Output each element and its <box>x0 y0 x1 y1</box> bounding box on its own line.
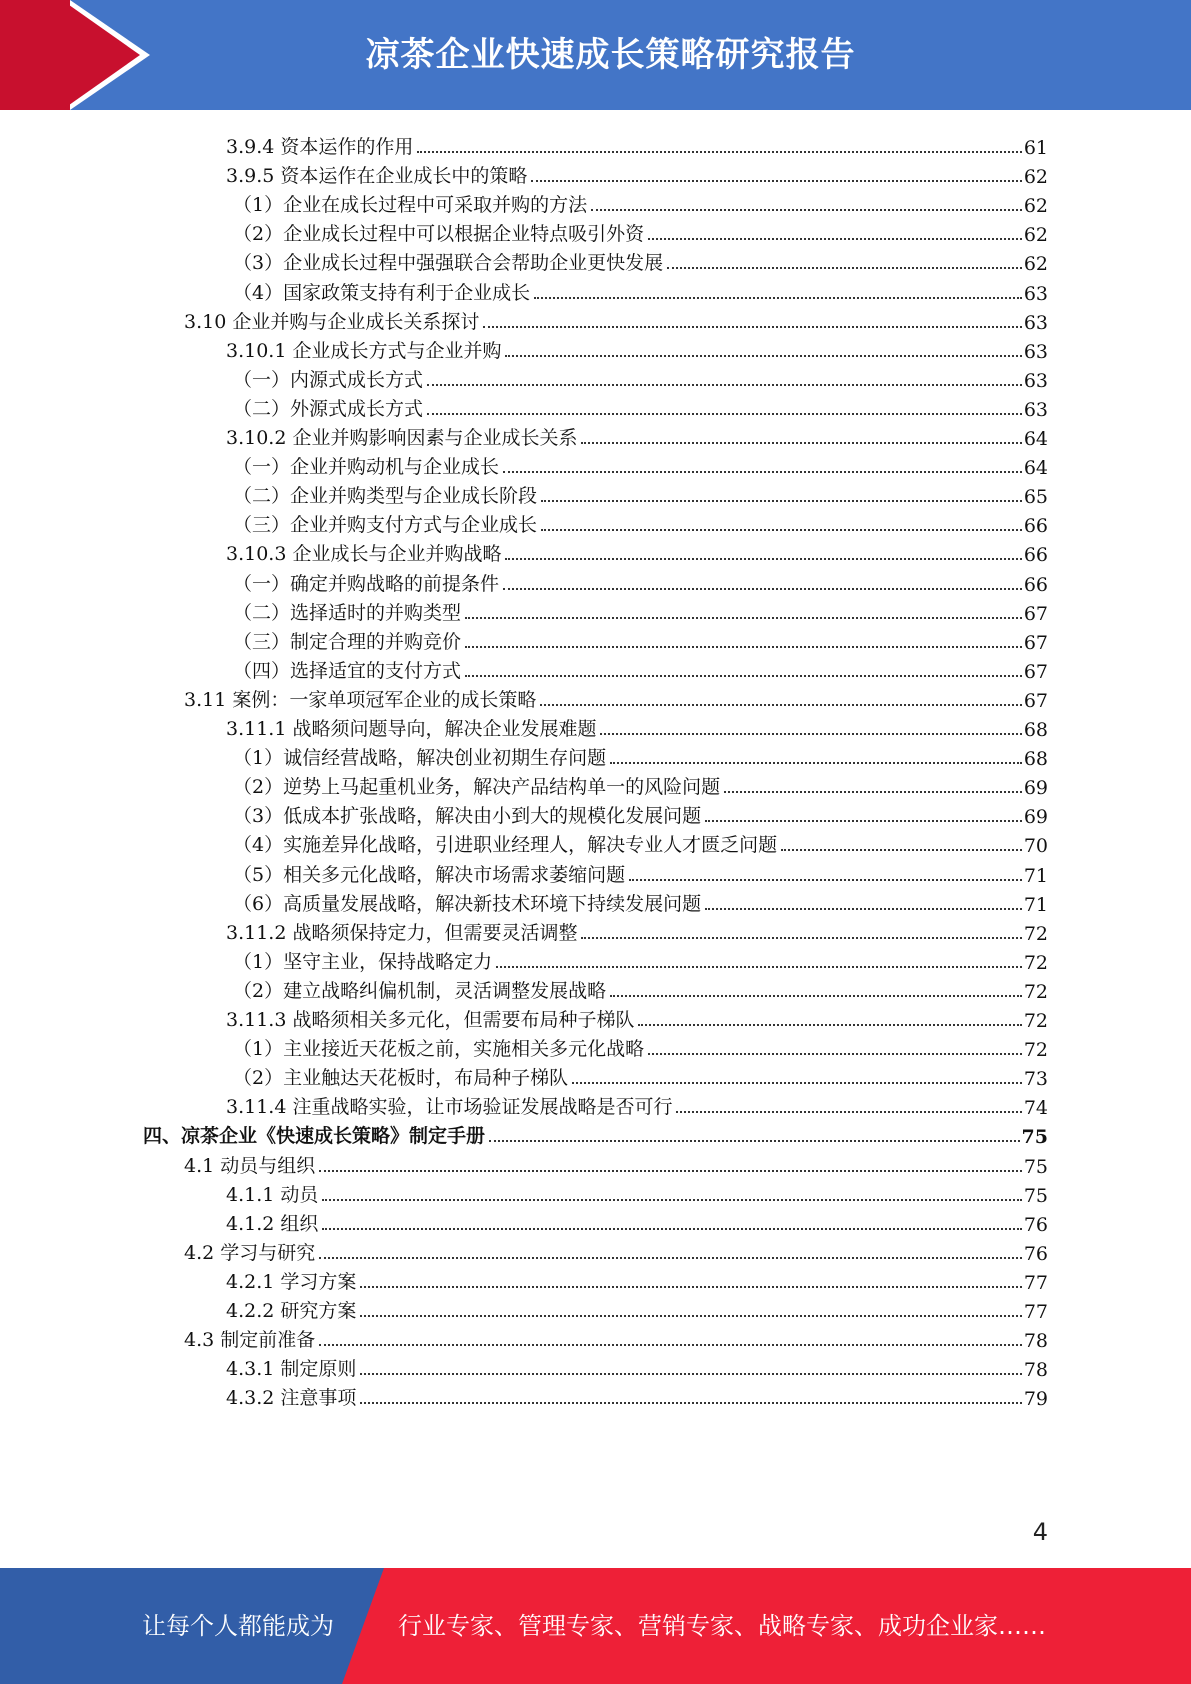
toc-leader-dots <box>465 646 1022 648</box>
toc-leader-dots <box>676 1111 1021 1113</box>
toc-entry-title: 3.10.1 企业成长方式与企业并购 <box>226 339 502 362</box>
toc-entry[interactable] <box>233 1059 1048 1090</box>
toc-entry-title: 4.2.2 研究方案 <box>226 1300 357 1322</box>
toc-leader-dots <box>319 1170 1022 1172</box>
toc-entry-title: （1）企业在成长过程中可采取并购的方法 <box>233 194 588 217</box>
toc-leader-dots <box>427 413 1022 415</box>
toc-entry[interactable] <box>233 215 1048 246</box>
toc-entry-page: 63 <box>1023 311 1048 334</box>
toc-leader-dots <box>322 1199 1021 1201</box>
toc-entry-page: 72 <box>1023 951 1048 974</box>
toc-entry[interactable] <box>226 332 1048 363</box>
toc-leader-dots <box>503 588 1022 590</box>
toc-entry-title: （4）实施差异化战略，引进职业经理人，解决专业人才匮乏问题 <box>233 834 778 857</box>
toc-leader-dots <box>360 1315 1021 1317</box>
toc-leader-dots <box>505 558 1021 560</box>
toc-entry-title: 4.3.2 注意事项 <box>226 1387 357 1410</box>
toc-entry-title: （一）内源式成长方式 <box>233 368 424 391</box>
toc-entry[interactable] <box>233 885 1048 916</box>
toc-entry-page: 67 <box>1023 602 1048 625</box>
toc-entry-title: （二）外源式成长方式 <box>233 397 424 420</box>
toc-entry[interactable] <box>233 506 1048 537</box>
toc-entry-title: 3.9.4 资本运作的作用 <box>226 136 414 158</box>
toc-entry-page: 72 <box>1023 922 1048 945</box>
toc-entry[interactable] <box>226 1379 1048 1410</box>
toc-entry-page: 73 <box>1023 1068 1048 1091</box>
toc-entry-title: 3.10 企业并购与企业成长关系探讨 <box>184 310 480 333</box>
toc-leader-dots <box>360 1373 1021 1375</box>
toc-entry-page: 77 <box>1023 1271 1048 1294</box>
toc-entry[interactable] <box>226 1205 1048 1236</box>
toc-entry[interactable] <box>226 914 1048 945</box>
toc-entry-page: 70 <box>1023 835 1048 858</box>
toc-entry-title: （1）坚守主业，保持战略定力 <box>233 950 493 973</box>
toc-entry-title: 4.1.1 动员 <box>226 1183 319 1206</box>
toc-entry[interactable] <box>233 390 1048 421</box>
toc-entry[interactable] <box>233 797 1048 828</box>
toc-entry-title: （2）逆势上马起重机业务，解决产品结构单一的风险问题 <box>233 776 721 799</box>
toc-entry-title: （二）选择适时的并购类型 <box>233 601 462 624</box>
toc-leader-dots <box>534 297 1022 299</box>
toc-entry[interactable] <box>226 1263 1048 1294</box>
toc-entry-title: （3）低成本扩张战略，解决由小到大的规模化发展问题 <box>233 805 702 828</box>
toc-leader-dots <box>322 1228 1021 1230</box>
toc-entry-page: 75 <box>1023 1155 1048 1178</box>
toc-entry[interactable] <box>233 274 1048 305</box>
toc-leader-dots <box>319 1257 1022 1259</box>
toc-entry-title: 3.11.4 注重战略实验，让市场验证发展战略是否可行 <box>226 1096 673 1119</box>
toc-entry-page: 63 <box>1023 369 1048 392</box>
toc-entry-page: 72 <box>1023 980 1048 1003</box>
page-header <box>0 0 1191 110</box>
toc-entry-page: 69 <box>1023 806 1048 829</box>
toc-entry-title: 3.11.3 战略须相关多元化，但需要布局种子梯队 <box>226 1009 635 1031</box>
toc-entry[interactable] <box>226 535 1048 566</box>
toc-entry-title: 四、凉茶企业《快速成长策略》制定手册 <box>143 1125 486 1148</box>
toc-entry[interactable] <box>184 303 1048 334</box>
toc-leader-dots <box>610 995 1022 997</box>
toc-leader-dots <box>648 238 1022 240</box>
toc-leader-dots <box>581 937 1021 939</box>
toc-entry-title: 4.3.1 制定原则 <box>226 1358 357 1381</box>
toc-entry-title: 3.10.2 企业并购影响因素与企业成长关系 <box>226 427 578 449</box>
toc-entry-title: （二）企业并购类型与企业成长阶段 <box>233 485 538 508</box>
toc-leader-dots <box>648 1053 1022 1055</box>
toc-entry-page: 68 <box>1023 719 1048 741</box>
toc-entry-page: 76 <box>1023 1213 1048 1236</box>
toc-entry-page: 68 <box>1023 748 1048 771</box>
toc-entry-page: 77 <box>1023 1301 1048 1323</box>
toc-entry-page: 67 <box>1023 631 1048 654</box>
toc-entry-title: （一）确定并购战略的前提条件 <box>233 572 500 595</box>
toc-leader-dots <box>629 879 1022 881</box>
toc-entry[interactable] <box>233 565 1048 596</box>
toc-entry-title: （1）诚信经营战略，解决创业初期生存问题 <box>233 747 607 770</box>
toc-leader-dots <box>505 355 1021 357</box>
toc-leader-dots <box>705 820 1022 822</box>
toc-leader-dots <box>591 209 1022 211</box>
toc-entry-page: 63 <box>1023 398 1048 421</box>
toc-entry[interactable] <box>233 477 1048 508</box>
toc-entry-title: （1）主业接近天花板之前，实施相关多元化战略 <box>233 1038 645 1061</box>
toc-entry[interactable] <box>233 244 1048 275</box>
toc-entry-page: 72 <box>1023 1039 1048 1062</box>
toc-entry[interactable] <box>233 623 1048 654</box>
toc-entry[interactable] <box>233 594 1048 625</box>
toc-leader-dots <box>417 151 1021 153</box>
toc-entry[interactable] <box>233 943 1048 974</box>
toc-entry-page: 64 <box>1023 428 1048 450</box>
toc-leader-dots <box>465 617 1022 619</box>
toc-leader-dots <box>540 704 1021 706</box>
toc-entry-page: 63 <box>1023 282 1048 305</box>
toc-entry-page: 69 <box>1023 777 1048 800</box>
toc-entry[interactable] <box>226 128 1048 159</box>
toc-leader-dots <box>360 1286 1021 1288</box>
toc-entry-title: 4.1.2 组织 <box>226 1212 319 1235</box>
toc-leader-dots <box>360 1402 1021 1404</box>
toc-entry-page: 79 <box>1023 1388 1048 1411</box>
toc-entry-page: 71 <box>1023 864 1048 887</box>
toc-entry-page: 78 <box>1023 1330 1048 1353</box>
toc-entry-title: （三）企业并购支付方式与企业成长 <box>233 514 538 537</box>
toc-entry-title: 3.11 案例：一家单项冠军企业的成长策略 <box>184 688 537 711</box>
toc-entry-page: 72 <box>1023 1010 1048 1032</box>
toc-entry[interactable] <box>184 681 1048 712</box>
page-number: 4 <box>1032 1518 1048 1546</box>
toc-leader-dots <box>610 762 1022 764</box>
toc-entry[interactable] <box>184 1234 1048 1265</box>
toc-leader-dots <box>600 733 1021 735</box>
toc-entry[interactable] <box>226 419 1048 450</box>
toc-entry[interactable] <box>184 1321 1048 1352</box>
toc-leader-dots <box>496 966 1022 968</box>
toc-entry-page: 62 <box>1023 195 1048 218</box>
toc-entry-title: 4.2 学习与研究 <box>184 1241 316 1264</box>
toc-leader-dots <box>489 1140 1020 1142</box>
toc-leader-dots <box>638 1024 1021 1026</box>
toc-leader-dots <box>667 267 1022 269</box>
toc-leader-dots <box>503 471 1022 473</box>
footer-slogan-right: 行业专家、管理专家、营销专家、战略专家、成功企业家…… <box>398 1612 1046 1640</box>
toc-entry[interactable] <box>226 710 1048 741</box>
toc-entry-page: 75 <box>1021 1126 1048 1149</box>
footer-slogan-left: 让每个人都能成为 <box>142 1612 334 1640</box>
toc-entry[interactable] <box>226 1088 1048 1119</box>
toc-leader-dots <box>581 442 1021 444</box>
toc-entry-title: （4）国家政策支持有利于企业成长 <box>233 281 531 304</box>
toc-entry-page: 65 <box>1023 486 1048 509</box>
toc-entry[interactable] <box>233 361 1048 392</box>
toc-leader-dots <box>724 791 1022 793</box>
toc-entry-page: 66 <box>1023 573 1048 596</box>
toc-entry-title: 3.11.1 战略须问题导向，解决企业发展难题 <box>226 718 597 740</box>
toc-entry-title: 3.9.5 资本运作在企业成长中的策略 <box>226 165 528 188</box>
toc-entry-title: 3.10.3 企业成长与企业并购战略 <box>226 543 502 566</box>
toc-entry[interactable] <box>233 856 1048 887</box>
toc-entry-page: 78 <box>1023 1359 1048 1382</box>
toc-entry-page: 63 <box>1023 340 1048 363</box>
toc-entry[interactable] <box>233 652 1048 683</box>
toc-entry-title: （三）制定合理的并购竞价 <box>233 630 462 653</box>
toc-entry[interactable] <box>233 1030 1048 1061</box>
toc-entry-title: 4.1 动员与组织 <box>184 1154 316 1177</box>
toc-entry[interactable] <box>233 739 1048 770</box>
toc-entry-title: （3）企业成长过程中强强联合会帮助企业更快发展 <box>233 252 664 275</box>
toc-entry-title: 3.11.2 战略须保持定力，但需要灵活调整 <box>226 921 578 944</box>
toc-entry[interactable] <box>226 1350 1048 1381</box>
toc-leader-dots <box>531 180 1021 182</box>
toc-entry-title: （2）主业触达天花板时，布局种子梯队 <box>233 1067 569 1090</box>
toc-leader-dots <box>483 326 1021 328</box>
toc-leader-dots <box>572 1082 1022 1084</box>
toc-entry[interactable] <box>226 1001 1048 1032</box>
toc-entry-title: （2）企业成长过程中可以根据企业特点吸引外资 <box>233 223 645 246</box>
toc-entry-page: 62 <box>1023 253 1048 276</box>
toc-leader-dots <box>705 908 1022 910</box>
toc-entry-title: （5）相关多元化战略，解决市场需求萎缩问题 <box>233 863 626 886</box>
footer-blue-slant <box>342 1568 384 1684</box>
toc-entry-page: 62 <box>1023 224 1048 247</box>
toc-entry-page: 71 <box>1023 893 1048 916</box>
toc-entry-title: 4.2.1 学习方案 <box>226 1270 357 1293</box>
toc-entry-page: 76 <box>1023 1242 1048 1265</box>
toc-entry[interactable] <box>226 1292 1048 1323</box>
toc-leader-dots <box>427 384 1022 386</box>
toc-leader-dots <box>541 529 1022 531</box>
report-title: 凉茶企业快速成长策略研究报告 <box>365 35 856 75</box>
toc-entry-page: 67 <box>1023 689 1048 712</box>
toc-entry-page: 62 <box>1023 166 1048 189</box>
toc-entry[interactable] <box>233 186 1048 217</box>
toc-entry-page: 64 <box>1023 457 1048 480</box>
toc-entry-page: 66 <box>1023 544 1048 567</box>
page-footer <box>0 1568 1191 1684</box>
toc-entry[interactable] <box>226 157 1048 188</box>
toc-entry[interactable] <box>226 1176 1048 1207</box>
toc-entry-page: 74 <box>1023 1097 1048 1120</box>
toc-entry-page: 66 <box>1023 515 1048 538</box>
toc-entry-page: 75 <box>1023 1184 1048 1207</box>
toc-leader-dots <box>541 500 1022 502</box>
toc-leader-dots <box>319 1344 1022 1346</box>
toc-leader-dots <box>781 849 1022 851</box>
toc-entry[interactable] <box>233 826 1048 857</box>
toc-entry[interactable] <box>143 1117 1048 1148</box>
toc-leader-dots <box>465 675 1022 677</box>
toc-entry[interactable] <box>233 448 1048 479</box>
toc-entry-title: （四）选择适宜的支付方式 <box>233 659 462 682</box>
toc-entry[interactable] <box>233 768 1048 799</box>
toc-entry-title: （6）高质量发展战略，解决新技术环境下持续发展问题 <box>233 892 702 915</box>
toc-entry[interactable] <box>233 972 1048 1003</box>
toc-entry-page: 61 <box>1023 137 1048 159</box>
toc-entry-title: （一）企业并购动机与企业成长 <box>233 456 500 479</box>
toc-entry-title: （2）建立战略纠偏机制，灵活调整发展战略 <box>233 979 607 1002</box>
toc-entry-title: 4.3 制定前准备 <box>184 1329 316 1352</box>
toc-entry-page: 67 <box>1023 660 1048 683</box>
toc-entry[interactable] <box>184 1147 1048 1178</box>
